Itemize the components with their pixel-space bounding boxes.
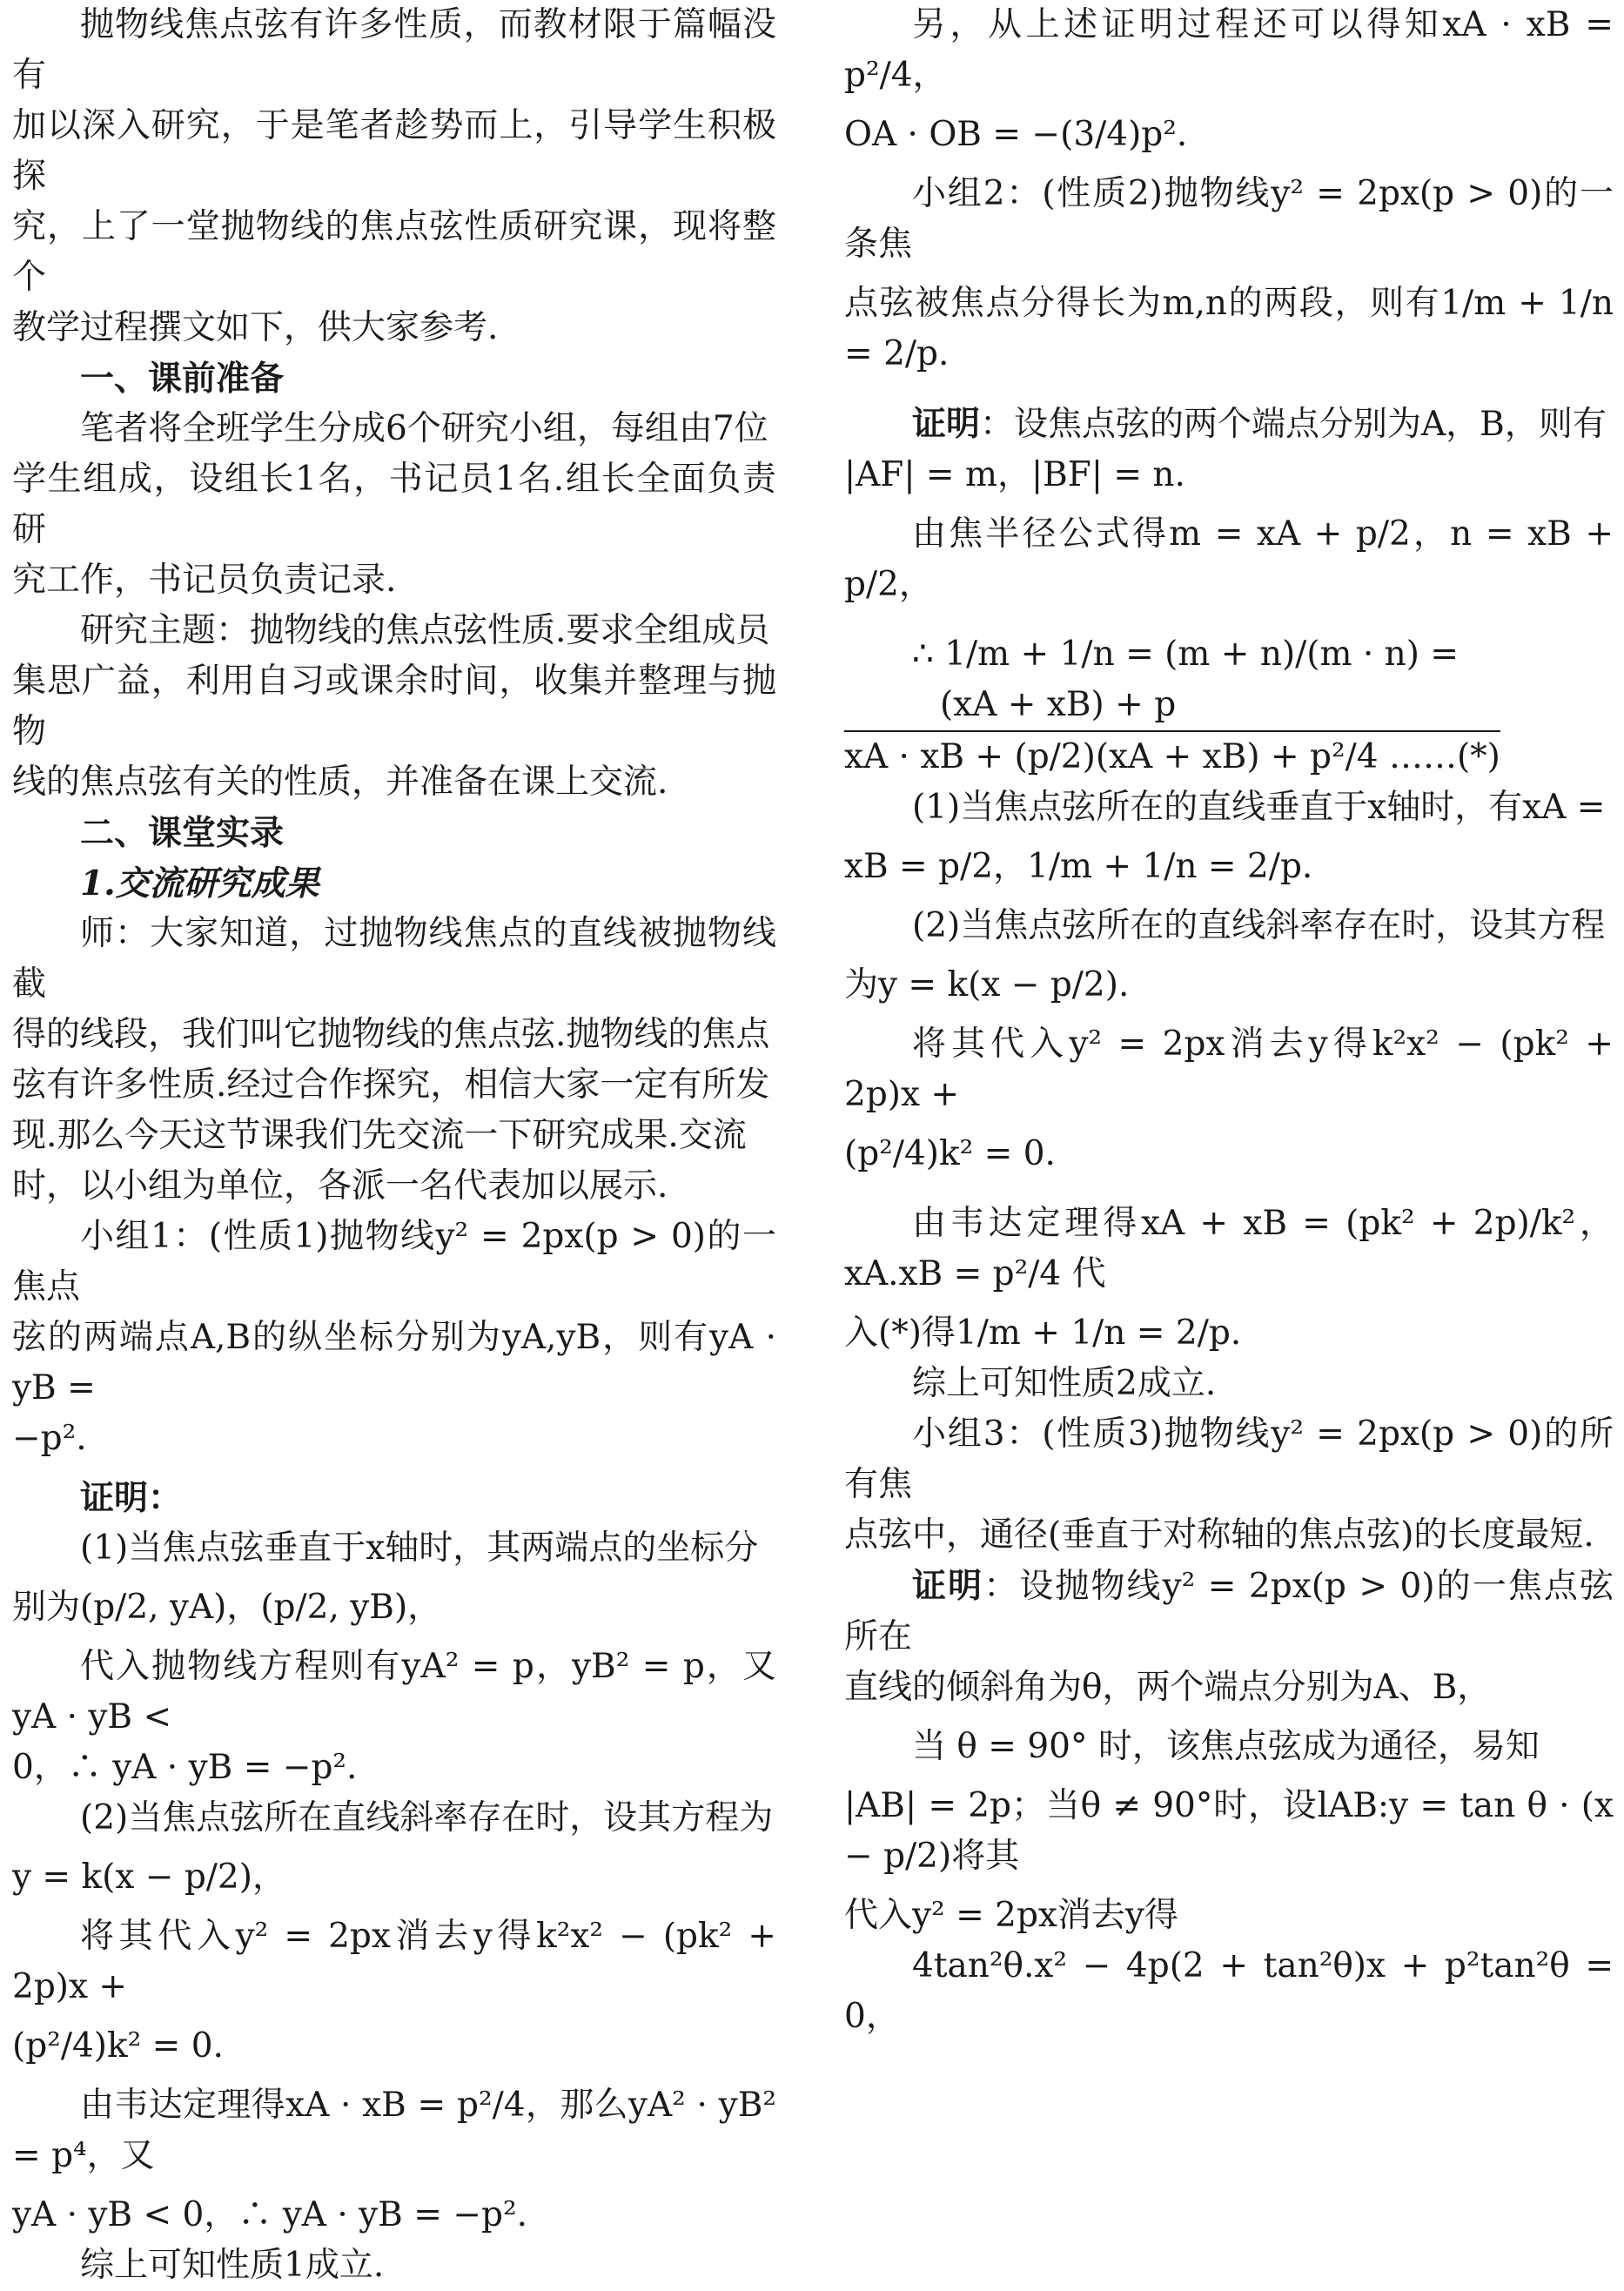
group1-line-1: 小组1：(性质1)抛物线y² = 2px(p > 0)的一焦点 <box>12 1217 776 1307</box>
proof3-line-2: 直线的倾斜角为θ，两个端点分别为A、B， <box>844 1668 1492 1707</box>
proof-label: 证明： <box>80 1478 183 1518</box>
topic-line-3: 线的焦点弦有关的性质，并准备在课上交流. <box>12 763 668 802</box>
case2-line-7: 综上可知性质1成立. <box>80 2246 385 2285</box>
r-case2-line-3: 将其代入y² = 2px消去y得k²x² − (pk² + 2p)x + <box>844 1025 1614 1114</box>
proof3-text: ：设抛物线y² = 2px(p > 0)的一焦点弦所在 <box>844 1567 1614 1656</box>
right-column <box>844 0 1614 2042</box>
extra-line-1: 另，从上述证明过程还可以得知xA · xB = p²/4， <box>844 5 1614 95</box>
proof2-numerator: (xA + xB) + p <box>940 685 1177 724</box>
r-case1-line-1: (1)当焦点弦所在的直线垂直于x轴时，有xA = <box>912 788 1606 827</box>
topic-line-1: 研究主题：抛物线的焦点弦性质.要求全组成员 <box>80 611 770 650</box>
r-case2-line-5: 由韦达定理得xA + xB = (pk² + 2p)/k²，xA.xB = p²/4 代 <box>844 1204 1614 1293</box>
extra-line-2: OA · OB = −(3/4)p². <box>844 115 1188 154</box>
intro-line-2: 加以深入研究，于是笔者趁势而上，引导学生积极探 <box>12 106 776 196</box>
section-heading-prep: 一、课前准备 <box>80 359 285 399</box>
topic-line-2: 集思广益，利用自习或课余时间，收集并整理与抛物 <box>12 662 776 751</box>
proof3-lead: 证明 <box>912 1566 984 1606</box>
subheading-results: 1.交流研究成果 <box>80 863 319 904</box>
r-case2-line-7: 综上可知性质2成立. <box>912 1364 1217 1403</box>
teacher-line-4: 现.那么今天这节课我们先交流一下研究成果.交流 <box>12 1116 747 1155</box>
group1-line-3: −p². <box>12 1419 87 1458</box>
section-heading-class: 二、课堂实录 <box>80 813 285 853</box>
intro-line-3: 究，上了一堂抛物线的焦点弦性质研究课，现将整个 <box>12 207 776 297</box>
teacher-line-3: 弦有许多性质.经过合作探究，相信大家一定有所发 <box>12 1065 770 1105</box>
proof2-line-1 <box>844 399 1614 450</box>
r-case2-line-6: 入(*)得1/m + 1/n = 2/p. <box>844 1313 1242 1353</box>
proof3-line-5: 代入y² = 2px消去y得 <box>844 1896 1178 1935</box>
r-case2-line-4: (p²/4)k² = 0. <box>844 1134 1056 1173</box>
r-case2-line-2: 为y = k(x − p/2). <box>844 965 1130 1004</box>
group3-line-1: 小组3：(性质3)抛物线y² = 2px(p > 0)的所有焦 <box>844 1414 1614 1504</box>
prep-line-3: 究工作，书记员负责记录. <box>12 561 397 600</box>
case2-line-4: (p²/4)k² = 0. <box>12 2026 224 2066</box>
r-case1-line-2: xB = p/2，1/m + 1/n = 2/p. <box>844 847 1313 886</box>
proof2-line-4: ∴ 1/m + 1/n = (m + n)/(m · n) = <box>912 635 1460 674</box>
prep-line-1: 笔者将全班学生分成6个研究小组，每组由7位 <box>80 409 768 448</box>
case2-line-2: y = k(x − p/2)， <box>12 1858 286 1897</box>
proof3-line-6: 4tan²θ.x² − 4p(2 + tan²θ)x + p²tan²θ = 0， <box>844 1946 1614 2036</box>
group1-line-2: 弦的两端点A,B的纵坐标分别为yA,yB，则有yA · yB = <box>12 1318 776 1408</box>
case2-line-6: yA · yB < 0，∴ yA · yB = −p². <box>12 2195 527 2234</box>
group3-line-2: 点弦中，通径(垂直于对称轴的焦点弦)的长度最短. <box>844 1515 1594 1555</box>
case1-line-3: 代入抛物线方程则有yA² = p，yB² = p，又yA · yB < <box>12 1647 776 1737</box>
r-case2-line-1: (2)当焦点弦所在的直线斜率存在时，设其方程 <box>912 906 1606 945</box>
proof2-line-2: |AF| = m，|BF| = n. <box>844 455 1185 494</box>
case2-line-1: (2)当焦点弦所在直线斜率存在时，设其方程为 <box>80 1798 774 1838</box>
group2-line-2: 点弦被焦点分得长为m,n的两段，则有1/m + 1/n = 2/p. <box>844 284 1614 373</box>
proof2-line-3: 由焦半径公式得m = xA + p/2，n = xB + p/2， <box>844 514 1614 604</box>
case2-line-5: 由韦达定理得xA · xB = p²/4，那么yA² · yB² = p⁴，又 <box>12 2086 776 2175</box>
case1-line-4: 0，∴ yA · yB = −p². <box>12 1748 358 1787</box>
case1-line-1: (1)当焦点弦垂直于x轴时，其两端点的坐标分 <box>80 1528 759 1568</box>
intro-line-4: 教学过程撰文如下，供大家参考. <box>12 308 499 347</box>
prep-line-2: 学生组成，设组长1名，书记员1名.组长全面负责研 <box>12 460 776 549</box>
proof2-lead: 证明 <box>912 404 981 444</box>
proof2-denominator: xA · xB + (p/2)(xA + xB) + p²/4 ……(*) <box>844 730 1500 783</box>
proof3-line-4: |AB| = 2p；当θ ≠ 90°时，设lAB:y = tan θ · (x − p/2)将其 <box>844 1786 1614 1876</box>
teacher-line-2: 得的线段，我们叫它抛物线的焦点弦.抛物线的焦点 <box>12 1015 770 1054</box>
case1-line-2: 别为(p/2, yA)，(p/2, yB)， <box>12 1588 442 1627</box>
teacher-line-5: 时，以小组为单位，各派一名代表加以展示. <box>12 1166 668 1206</box>
left-column <box>12 0 776 2291</box>
proof3-line-1 <box>844 1561 1614 1663</box>
intro-line-1: 抛物线焦点弦有许多性质，而教材限于篇幅没有 <box>12 5 776 95</box>
teacher-line-1: 师：大家知道，过抛物线焦点的直线被抛物线截 <box>12 914 776 1004</box>
group2-line-1: 小组2：(性质2)抛物线y² = 2px(p > 0)的一条焦 <box>844 174 1614 264</box>
case2-line-3: 将其代入y² = 2px消去y得k²x² − (pk² + 2p)x + <box>12 1917 776 2006</box>
proof3-line-3: 当 θ = 90° 时，该焦点弦成为通径，易知 <box>912 1727 1540 1766</box>
proof2-text: ：设焦点弦的两个端点分别为A，B，则有 <box>980 405 1607 444</box>
